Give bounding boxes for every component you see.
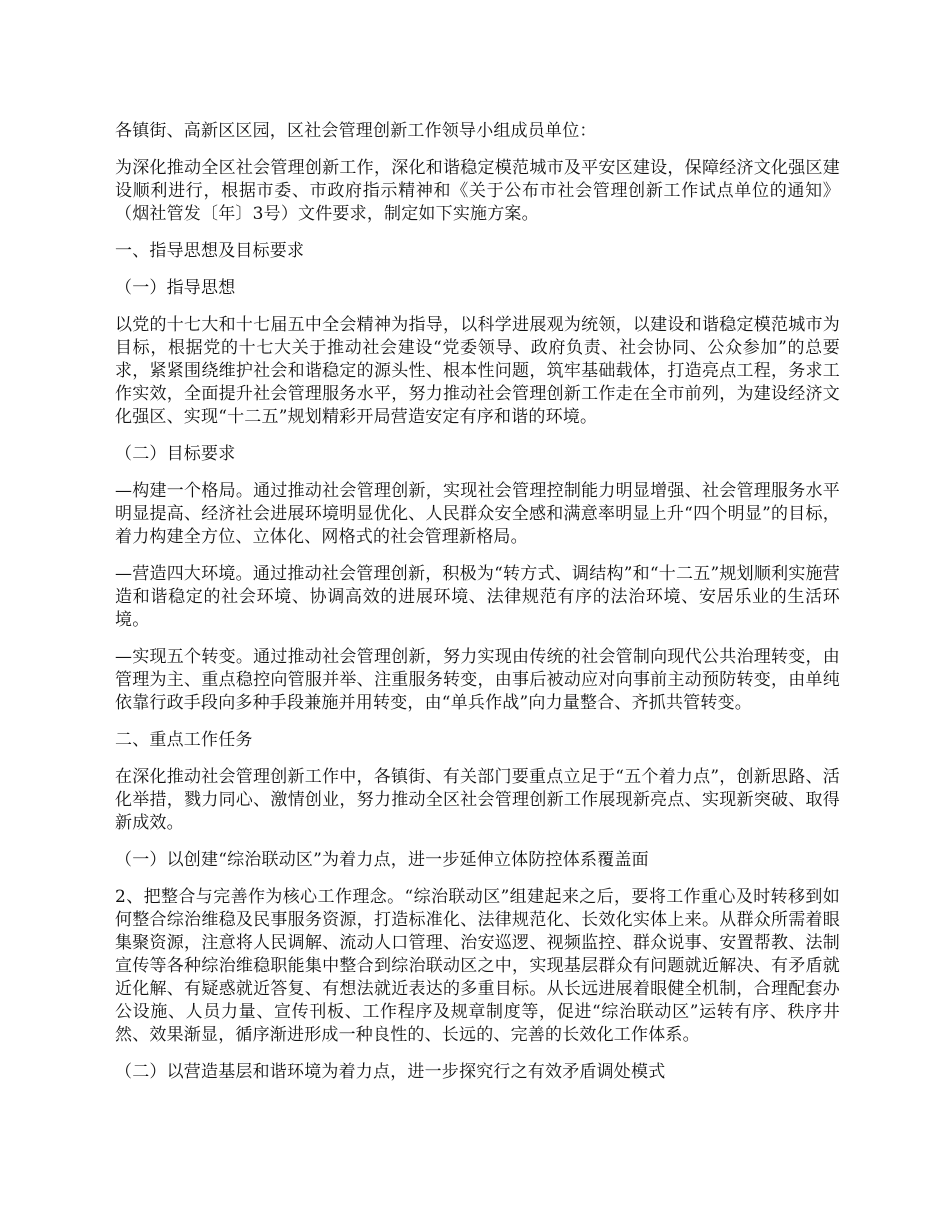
section-1-sub-2-title: （二）目标要求 (115, 444, 236, 464)
intro-paragraph: 为深化推动全区社会管理创新工作，深化和谐稳定模范城市及平安区建设，保障经济文化强区建设顺利进行，根据市委、市政府指示精神和《关于公布市社会管理创新工作试点单位的通知》（烟社管发〔年〕3号）文件要求，制定如下实施方案。 (115, 158, 840, 224)
section-1-sub-1-title: （一）指导思想 (115, 278, 236, 298)
section-1-sub-1-paragraph: 以党的十七大和十七届五中全会精神为指导，以科学进展观为统领，以建设和谐稳定模范城市为目标，根据党的十七大关于推动社会建设“党委领导、政府负责、社会协同、公众参加”的总要求，紧紧围绕维护社会和谐稳定的源头性、根本性问题，筑牢基础载体，打造亮点工程，务求工作实效，全面提升社会管理服务水平，努力推动社会管理创新工作走在全市前列，为建设经济文化强区、实现“十二五”规划精彩开局营造安定有序和谐的环境。 (115, 315, 840, 427)
section-2-sub-1-title: （一）以创建“综治联动区”为着力点，进一步延伸立体防控体系覆盖面 (115, 850, 649, 870)
goal-1-paragraph: —构建一个格局。通过推动社会管理创新，实现社会管理控制能力明显增强、社会管理服务水平明显提高、经济社会进展环境明显优化、人民群众安全感和满意率明显上升“四个明显”的目标，着力构建全方位、立体化、网格式的社会管理新格局。 (115, 481, 840, 547)
section-2-intro-paragraph: 在深化推动社会管理创新工作中，各镇街、有关部门要重点立足于“五个着力点”，创新思路、活化举措，戮力同心、激情创业，努力推动全区社会管理创新工作展现新亮点、实现新突破、取得新成效。 (115, 767, 840, 833)
section-1-title: 一、指导思想及目标要求 (115, 241, 305, 261)
section-2-sub-1-item-2-paragraph: 2、把整合与完善作为核心工作理念。“综治联动区”组建起来之后，要将工作重心及时转移到如何整合综治维稳及民事服务资源，打造标准化、法律规范化、长效化实体上来。从群众所需着眼集聚资源，注意将人民调解、流动人口管理、治安巡逻、视频监控、群众说事、安置帮教、法制宣传等各种综治维稳职能集中整合到综治联动区之中，实现基层群众有问题就近解决、有矛盾就近化解、有疑惑就近答复、有想法就近表达的多重目标。从长远进展着眼健全机制，合理配套办公设施、人员力量、宣传刊板、工作程序及规章制度等，促进“综治联动区”运转有序、秩序井然、效果渐显，循序渐进形成一种良性的、长远的、完善的长效化工作体系。 (115, 887, 840, 1045)
section-2-title: 二、重点工作任务 (115, 730, 253, 750)
salutation: 各镇街、高新区区园，区社会管理创新工作领导小组成员单位： (115, 121, 597, 141)
goal-2-paragraph: —营造四大环境。通过推动社会管理创新，积极为“转方式、调结构”和“十二五”规划顺利实施营造和谐稳定的社会环境、协调高效的进展环境、法律规范有序的法治环境、安居乐业的生活环境。 (115, 564, 840, 630)
section-2-sub-2-title: （二）以营造基层和谐环境为着力点，进一步探究行之有效矛盾调处模式 (115, 1062, 666, 1082)
goal-3-paragraph: —实现五个转变。通过推动社会管理创新，努力实现由传统的社会管制向现代公共治理转变，由管理为主、重点稳控向管服并举、注重服务转变，由事后被动应对向事前主动预防转变，由单纯依靠行政手段向多种手段兼施并用转变，由“单兵作战”向力量整合、齐抓共管转变。 (115, 647, 840, 713)
document-page (115, 120, 840, 1098)
